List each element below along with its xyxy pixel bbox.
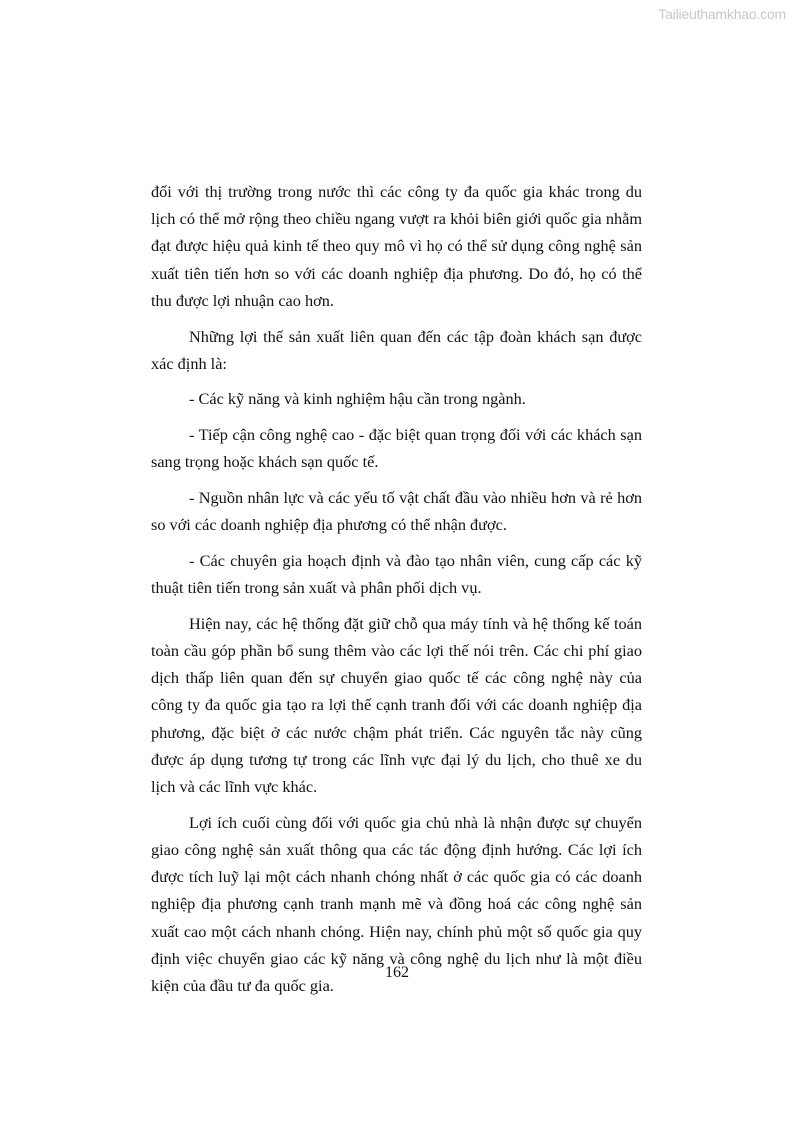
paragraph-advantages-intro: Những lợi thế sản xuất liên quan đến các tập đoàn khách sạn được xác định là: bbox=[151, 326, 642, 373]
page-number: 162 bbox=[385, 964, 409, 981]
watermark: Tailieuthamkhao.com bbox=[658, 6, 786, 22]
document-body bbox=[151, 178, 642, 1008]
list-item-resources: - Nguồn nhân lực và các yếu tố vật chất đầu vào nhiều hơn và rẻ hơn so với các doanh nghiệp địa phương có thể nhận được. bbox=[151, 488, 642, 535]
list-item-technology: - Tiếp cận công nghệ cao - đặc biệt quan trọng đối với các khách sạn sang trọng hoặc khách sạn quốc tế. bbox=[151, 425, 642, 472]
paragraph-reservation-systems: Hiện nay, các hệ thống đặt giữ chỗ qua máy tính và hệ thống kế toán toàn cầu góp phần bổ sung thêm vào các lợi thế nói trên. Các chi phí giao dịch thấp liên quan đến sự chuyển giao quốc tế các công nghệ này của công ty đa quốc gia tạo ra lợi thế cạnh tranh đối với các doanh nghiệp địa phương, đặc biệt ở các nước chậm phát triển. Các nguyên tắc này cũng được áp dụng tương tự trong các lĩnh vực đại lý du lịch, cho thuê xe du lịch và các lĩnh vực khác. bbox=[151, 613, 642, 797]
paragraph-host-country-benefit: Lợi ích cuối cùng đối với quốc gia chủ nhà là nhận được sự chuyển giao công nghệ sản xuất thông qua các tác động định hướng. Các lợi ích được tích luỹ lại một cách nhanh chóng nhất ở các quốc gia có các doanh nghiệp địa phương cạnh tranh mạnh mẽ và đồng hoá các công nghệ sản xuất cao một cách nhanh chóng. Hiện nay, chính phủ một số quốc gia quy định việc chuyển giao các kỹ năng và công nghệ du lịch như là một điều kiện của đầu tư đa quốc gia. bbox=[151, 812, 642, 995]
list-item-skills: - Các kỹ năng và kinh nghiệm hậu cần trong ngành. bbox=[189, 389, 526, 409]
paragraph-continuation: đối với thị trường trong nước thì các công ty đa quốc gia khác trong du lịch có thể mở rộng theo chiều ngang vượt ra khỏi biên giới quốc gia nhằm đạt được hiệu quả kinh tế theo quy mô vì họ có thể sử dụng công nghệ sản xuất tiên tiến hơn so với các doanh nghiệp địa phương. Do đó, họ có thể thu được lợi nhuận cao hơn. bbox=[151, 182, 642, 310]
list-item-experts: - Các chuyên gia hoạch định và đào tạo nhân viên, cung cấp các kỹ thuật tiên tiến trong sản xuất và phân phối dịch vụ. bbox=[151, 550, 642, 598]
